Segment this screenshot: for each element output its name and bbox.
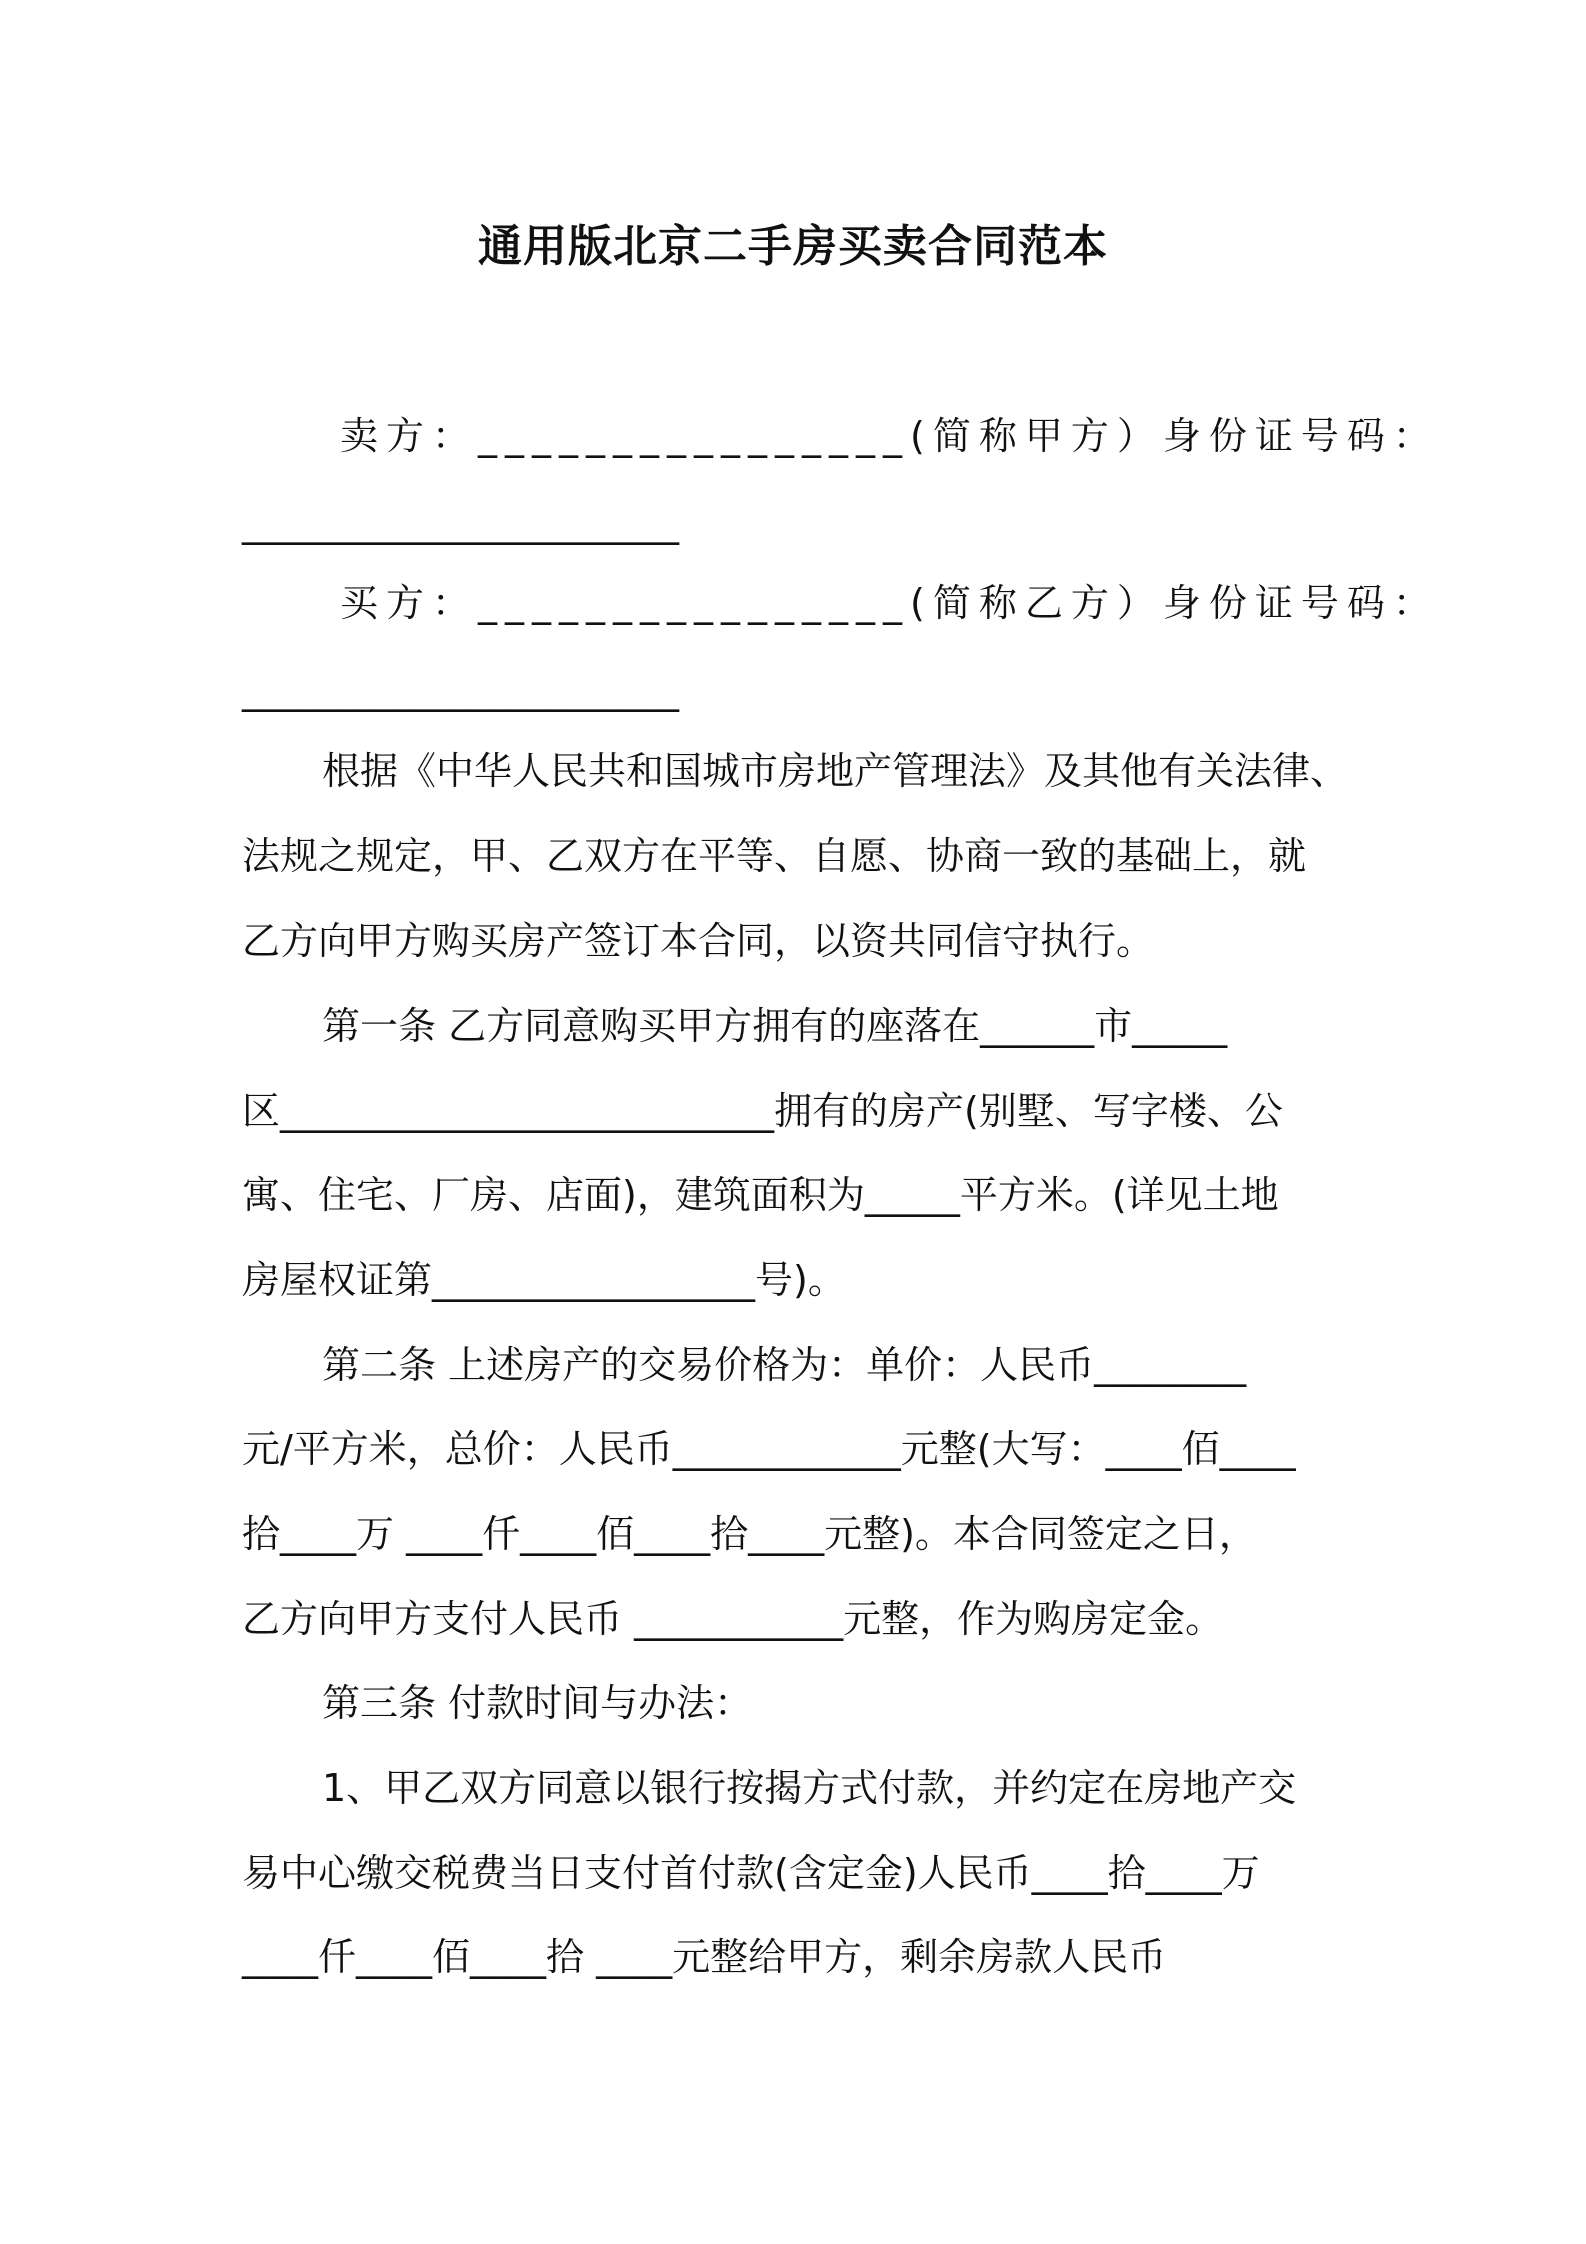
article-1-line-4: 房屋权证第_________________号)。	[242, 1258, 846, 1302]
buyer-line: 买方：________________(简称乙方）身份证号码：	[340, 581, 1439, 625]
article-2-line-3: 拾____万 ____仟____佰____拾____元整)。本合同签定之日，	[242, 1512, 1257, 1556]
buyer-id-blank: _______________________	[242, 668, 679, 712]
article-1-line-3: 寓、住宅、厂房、店面)，建筑面积为_____平方米。(详见土地	[242, 1173, 1279, 1217]
article-3-clause-1-line-2: 易中心缴交税费当日支付首付款(含定金)人民币____拾____万	[242, 1851, 1260, 1895]
preamble-line-1: 根据《中华人民共和国城市房地产管理法》及其他有关法律、	[322, 749, 1349, 793]
article-2-line-1: 第二条 上述房产的交易价格为：单价：人民币________	[322, 1343, 1247, 1387]
article-1-line-1: 第一条 乙方同意购买甲方拥有的座落在______市_____	[322, 1004, 1228, 1048]
article-3-clause-1-line-1: 1、甲乙双方同意以银行按揭方式付款，并约定在房地产交	[322, 1766, 1297, 1810]
document-title: 通用版北京二手房买卖合同范本	[478, 221, 1108, 272]
article-2-line-2: 元/平方米，总价：人民币____________元整(大写：____佰____	[242, 1427, 1296, 1471]
preamble-line-2: 法规之规定，甲、乙双方在平等、自愿、协商一致的基础上，就	[242, 834, 1307, 878]
article-3-clause-1-line-3: ____仟____佰____拾 ____元整给甲方，剩余房款人民币	[242, 1935, 1167, 1979]
seller-line: 卖方：________________(简称甲方）身份证号码：	[340, 414, 1439, 458]
article-1-line-2: 区__________________________拥有的房产(别墅、写字楼、公	[242, 1089, 1283, 1133]
article-2-line-4: 乙方向甲方支付人民币 ___________元整，作为购房定金。	[242, 1597, 1224, 1641]
preamble-line-3: 乙方向甲方购买房产签订本合同，以资共同信守执行。	[242, 919, 1155, 963]
seller-id-blank: _______________________	[242, 501, 679, 545]
article-3-heading: 第三条 付款时间与办法：	[322, 1681, 753, 1725]
